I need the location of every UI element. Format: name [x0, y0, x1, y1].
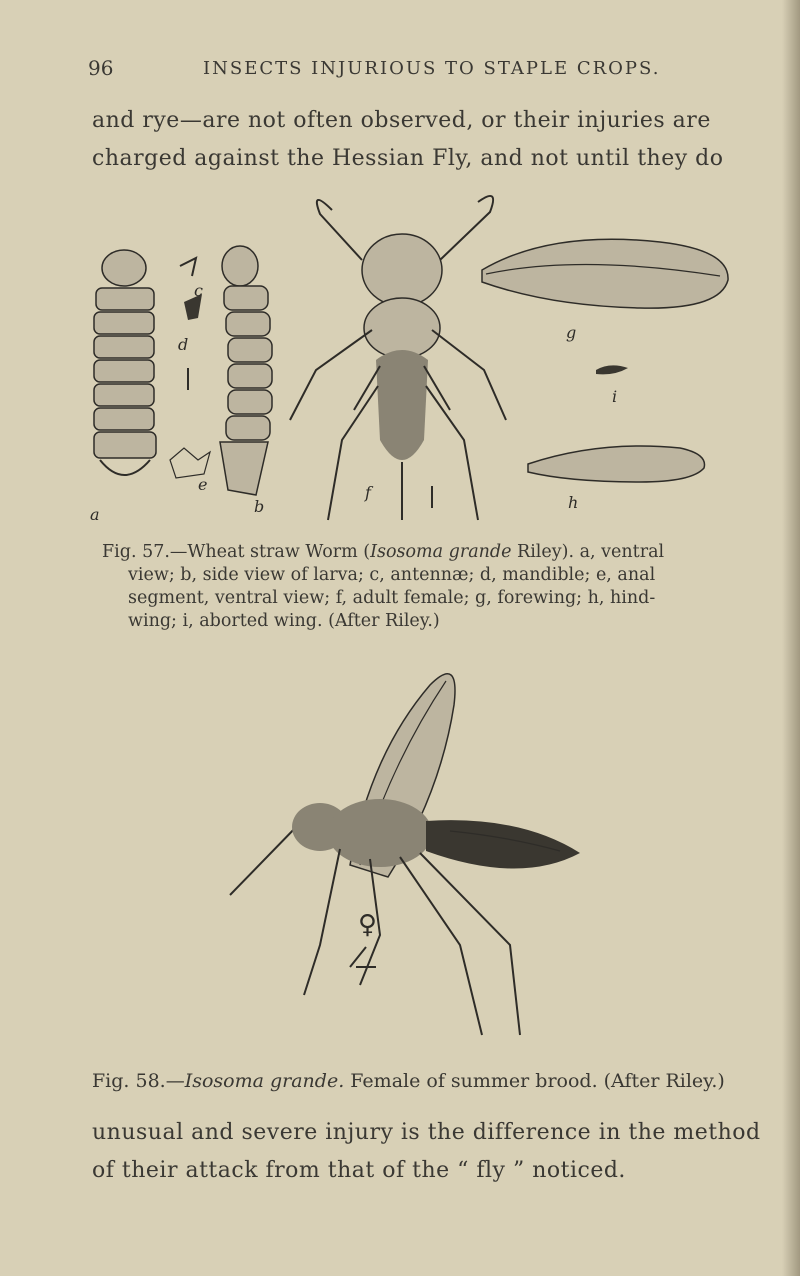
caption-58-prefix: Fig. 58.—	[92, 1070, 185, 1092]
body-line-2: charged against the Hessian Fly, and not until they do	[92, 146, 724, 171]
label-c: c	[194, 281, 203, 300]
female-symbol: ♀	[358, 910, 378, 940]
figure-57-caption-line-3: segment, ventral view; f, adult female; g, forewing; h, hind-	[128, 588, 656, 608]
figure-58-illustration	[220, 645, 620, 1065]
page-edge-shadow	[782, 0, 800, 1276]
larva-parts	[170, 258, 210, 478]
running-head: INSECTS INJURIOUS TO STAPLE CROPS.	[203, 58, 661, 79]
label-h: h	[568, 493, 579, 512]
figure-57-caption-line-2: view; b, side view of larva; c, antennæ; d, mandible; e, anal	[128, 565, 656, 585]
label-i: i	[612, 387, 618, 406]
larva-side-view	[220, 246, 272, 495]
aborted-wing	[596, 365, 628, 374]
caption-57-prefix: Fig. 57.—Wheat straw Worm (	[102, 542, 371, 562]
page-header	[88, 56, 728, 86]
hindwing	[528, 446, 705, 482]
label-e: e	[198, 475, 208, 494]
label-g: g	[566, 323, 577, 342]
page-number: 96	[88, 56, 114, 80]
caption-57-species: Isosoma grande	[370, 542, 512, 562]
body-line-4: of their attack from that of the “ fly ” noticed.	[92, 1158, 626, 1183]
adult-female-ventral	[290, 196, 506, 520]
figure-58-caption	[92, 1070, 725, 1092]
forewing	[482, 239, 728, 308]
figure-57-caption-line-4: wing; i, aborted wing. (After Riley.)	[128, 611, 440, 631]
label-f: f	[365, 483, 371, 502]
body-line-3: unusual and severe injury is the difference in the method	[92, 1120, 761, 1145]
figure-57-caption-line-1	[102, 542, 664, 562]
figure-57-illustration	[80, 190, 740, 535]
label-d: d	[178, 335, 189, 354]
larva-ventral-view	[94, 250, 156, 475]
caption-57-suffix: Riley). a, ventral	[511, 542, 665, 562]
caption-58-species: Isosoma grande.	[184, 1070, 345, 1092]
caption-58-suffix: Female of summer brood. (After Riley.)	[344, 1070, 725, 1092]
isosoma-female-adult	[230, 674, 580, 1035]
body-line-1: and rye—are not often observed, or their injuries are	[92, 108, 711, 133]
label-a: a	[90, 505, 100, 524]
label-b: b	[254, 497, 265, 516]
